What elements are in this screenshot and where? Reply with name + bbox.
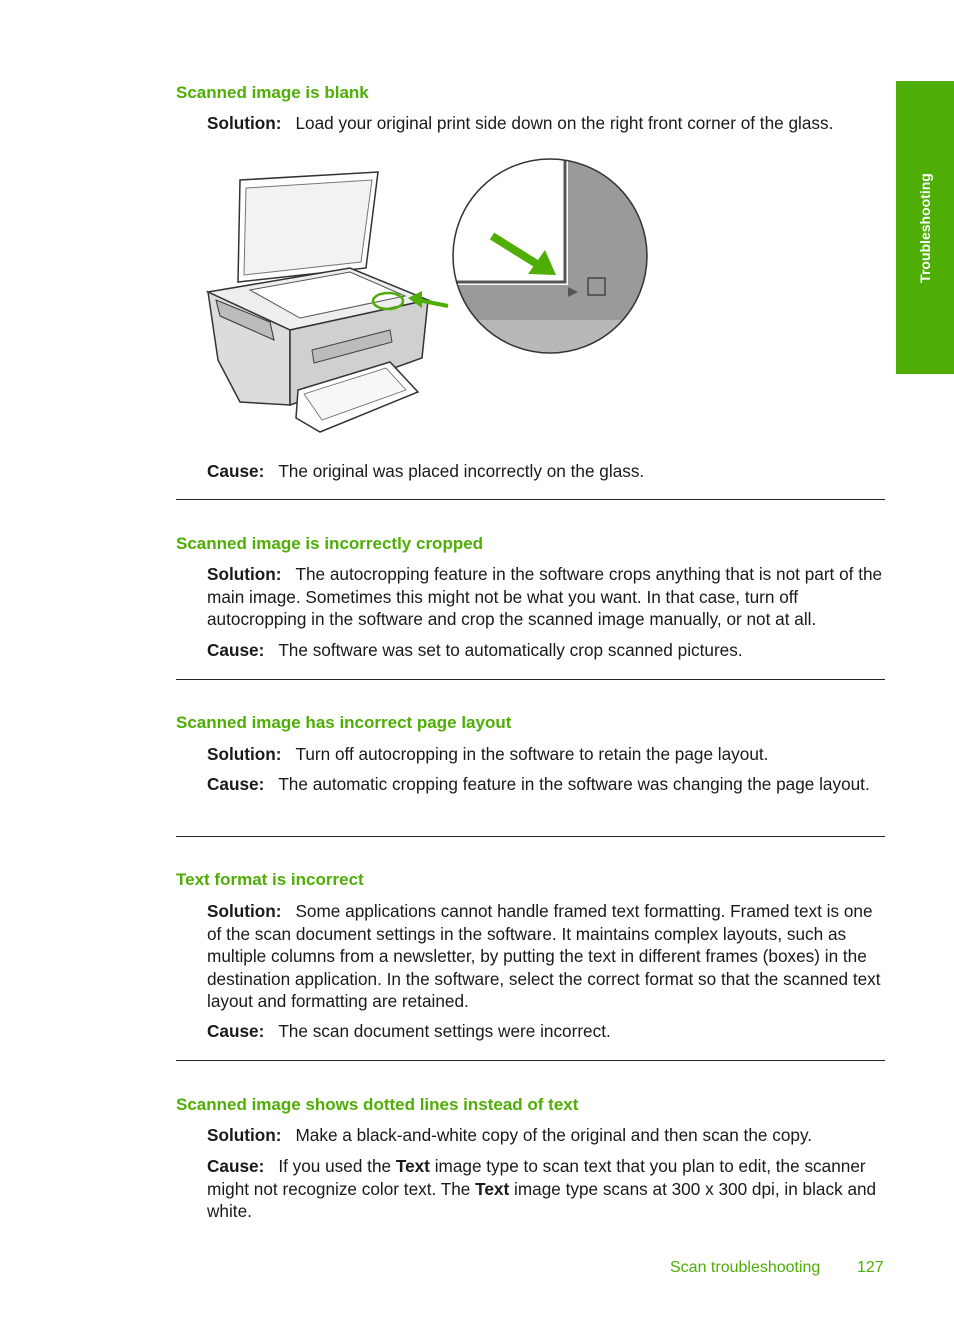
divider bbox=[176, 499, 885, 500]
solution-label: Solution: bbox=[207, 901, 282, 921]
solution-text-format bbox=[207, 900, 887, 1013]
cause-text: The automatic cropping feature in the software was changing the page layout. bbox=[278, 774, 870, 794]
text-type-term: Text bbox=[395, 1156, 430, 1176]
section-title-text-format: Text format is incorrect bbox=[176, 870, 364, 889]
cause-text-format bbox=[207, 1020, 887, 1043]
solution-layout bbox=[207, 743, 887, 766]
solution-blank bbox=[207, 112, 887, 135]
cause-dotted bbox=[207, 1155, 887, 1223]
section-title-blank: Scanned image is blank bbox=[176, 83, 369, 102]
magnified-corner bbox=[450, 155, 660, 360]
divider bbox=[176, 679, 885, 680]
side-tab bbox=[896, 81, 954, 374]
cause-text: The original was placed incorrectly on the glass. bbox=[278, 461, 645, 481]
cause-text: The scan document settings were incorrect. bbox=[278, 1021, 611, 1041]
divider bbox=[176, 836, 885, 837]
cause-label: Cause: bbox=[207, 640, 265, 660]
solution-cropped bbox=[207, 563, 887, 631]
solution-text: Some applications cannot handle framed text formatting. Framed text is one of the scan document settings in the software. It maintains complex layouts, such as multiple columns from a newsletter, by putting the text in different frames (boxes) in the destination application. In the software, select the correct format so that the scanned text layout and formatting are retained. bbox=[207, 901, 881, 1011]
solution-text: Turn off autocropping in the software to retain the page layout. bbox=[295, 744, 769, 764]
solution-label: Solution: bbox=[207, 113, 282, 133]
section-title-cropped: Scanned image is incorrectly cropped bbox=[176, 534, 484, 553]
cause-text: The software was set to automatically crop scanned pictures. bbox=[278, 640, 743, 660]
page-number: 127 bbox=[857, 1259, 884, 1276]
cause-text: image type scans at 300 x 300 dpi, in black and white. bbox=[207, 1178, 877, 1221]
printer-icon bbox=[208, 172, 448, 432]
cause-cropped bbox=[207, 639, 887, 662]
solution-dotted bbox=[207, 1124, 887, 1147]
section-title-dotted: Scanned image shows dotted lines instead of text bbox=[176, 1095, 579, 1114]
cause-layout bbox=[207, 773, 887, 796]
cause-label: Cause: bbox=[207, 1021, 265, 1041]
solution-label: Solution: bbox=[207, 1125, 282, 1145]
cause-label: Cause: bbox=[207, 1156, 265, 1176]
footer-section-name: Scan troubleshooting bbox=[670, 1259, 821, 1276]
solution-text: Load your original print side down on the right front corner of the glass. bbox=[295, 113, 834, 133]
solution-text: The autocropping feature in the software crops anything that is not part of the main image. Sometimes this might not be what you want. In that case, turn off autocropping in the software and crop the scanned image manually, or not at all. bbox=[207, 564, 883, 629]
solution-label: Solution: bbox=[207, 564, 282, 584]
text-type-term: Text bbox=[475, 1178, 510, 1199]
cause-text: If you used the bbox=[278, 1156, 396, 1176]
scanner-illustration bbox=[200, 150, 660, 440]
cause-blank bbox=[207, 460, 887, 483]
side-tab-label: Troubleshooting bbox=[917, 172, 933, 283]
solution-label: Solution: bbox=[207, 744, 282, 764]
divider bbox=[176, 1060, 885, 1061]
cause-label: Cause: bbox=[207, 461, 265, 481]
cause-label: Cause: bbox=[207, 774, 265, 794]
cause-text: image type to scan text that you plan to edit, the scanner might not recognize color text. The bbox=[207, 1156, 866, 1199]
solution-text: Make a black-and-white copy of the original and then scan the copy. bbox=[295, 1125, 813, 1145]
section-title-layout: Scanned image has incorrect page layout bbox=[176, 713, 512, 732]
